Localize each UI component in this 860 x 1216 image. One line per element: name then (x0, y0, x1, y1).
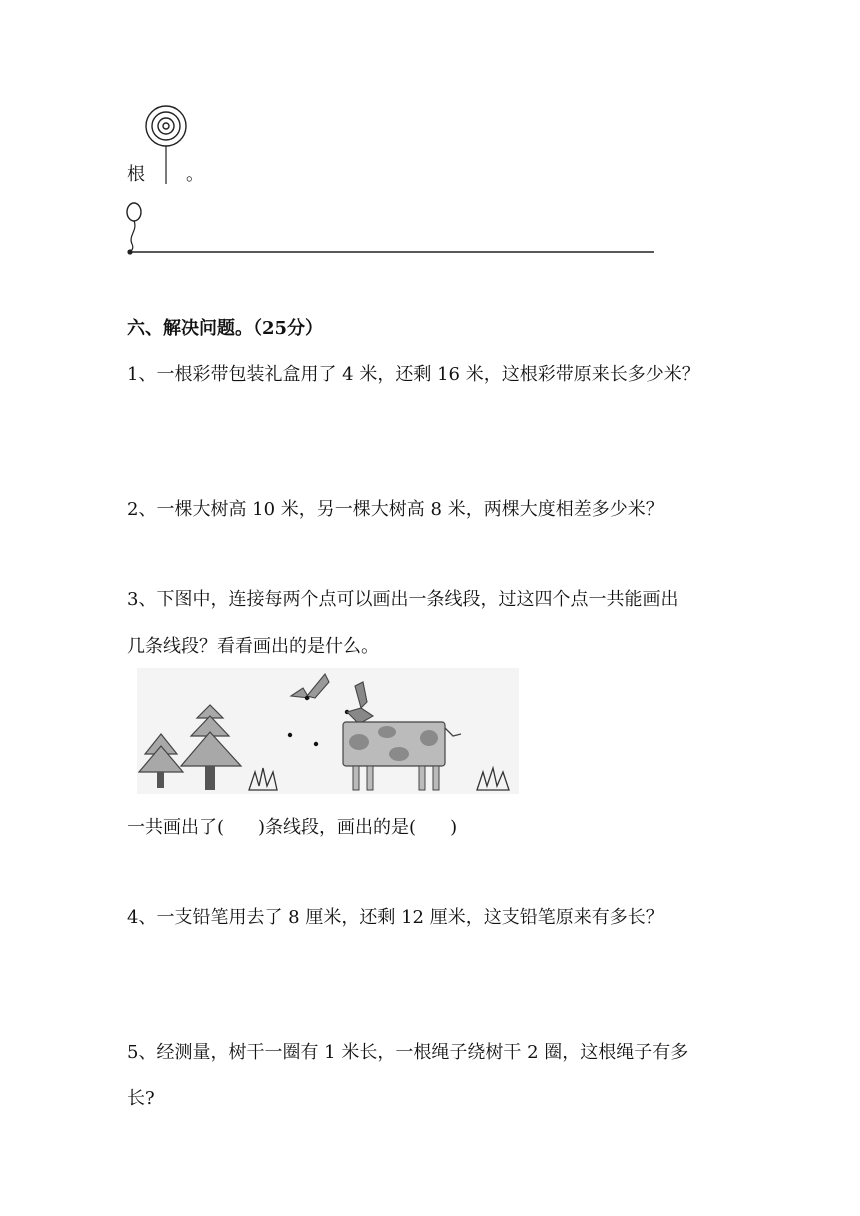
section-title: 六、解决问题。（25分） (127, 318, 324, 339)
answer-part-1: 一共画出了( (127, 817, 225, 838)
line-question-suffix: 。 (186, 164, 204, 185)
answer-part-3: ) (450, 817, 458, 838)
answer-part-2: )条线段，画出的是( (258, 817, 417, 838)
lollipop-icon (140, 104, 192, 188)
answer-line (127, 815, 457, 841)
question-4: 4、一支铅笔用去了 8 厘米，还剩 12 厘米，这支铅笔原来有多长？ (127, 907, 664, 928)
question-5-line-2: 长? (127, 1088, 155, 1109)
balloon-line-illustration (120, 200, 660, 260)
dot-1 (305, 696, 309, 700)
question-1: 1、一根彩带包装礼盒用了 4 米，还剩 16 米，这根彩带原来长多少米？ (127, 364, 700, 385)
dot-2 (288, 733, 292, 737)
line-question-prefix: 根 (127, 164, 145, 185)
question-2: 2、一棵大树高 10 米，另一棵大树高 8 米，两棵大度相差多少米？ (127, 499, 664, 520)
balloon-icon (127, 203, 141, 221)
dot-3 (314, 742, 318, 746)
question-3-line-1: 3、下图中，连接每两个点可以画出一条线段，过这四个点一共能画出 (127, 589, 679, 610)
picture-background (137, 668, 519, 794)
question-3-line-2: 几条线段？看看画出的是什么。 (127, 636, 379, 657)
question-5-line-1: 5、经测量，树干一圈有 1 米长，一根绳子绕树干 2 圈，这根绳子有多 (127, 1042, 689, 1063)
dots-picture (137, 668, 519, 794)
